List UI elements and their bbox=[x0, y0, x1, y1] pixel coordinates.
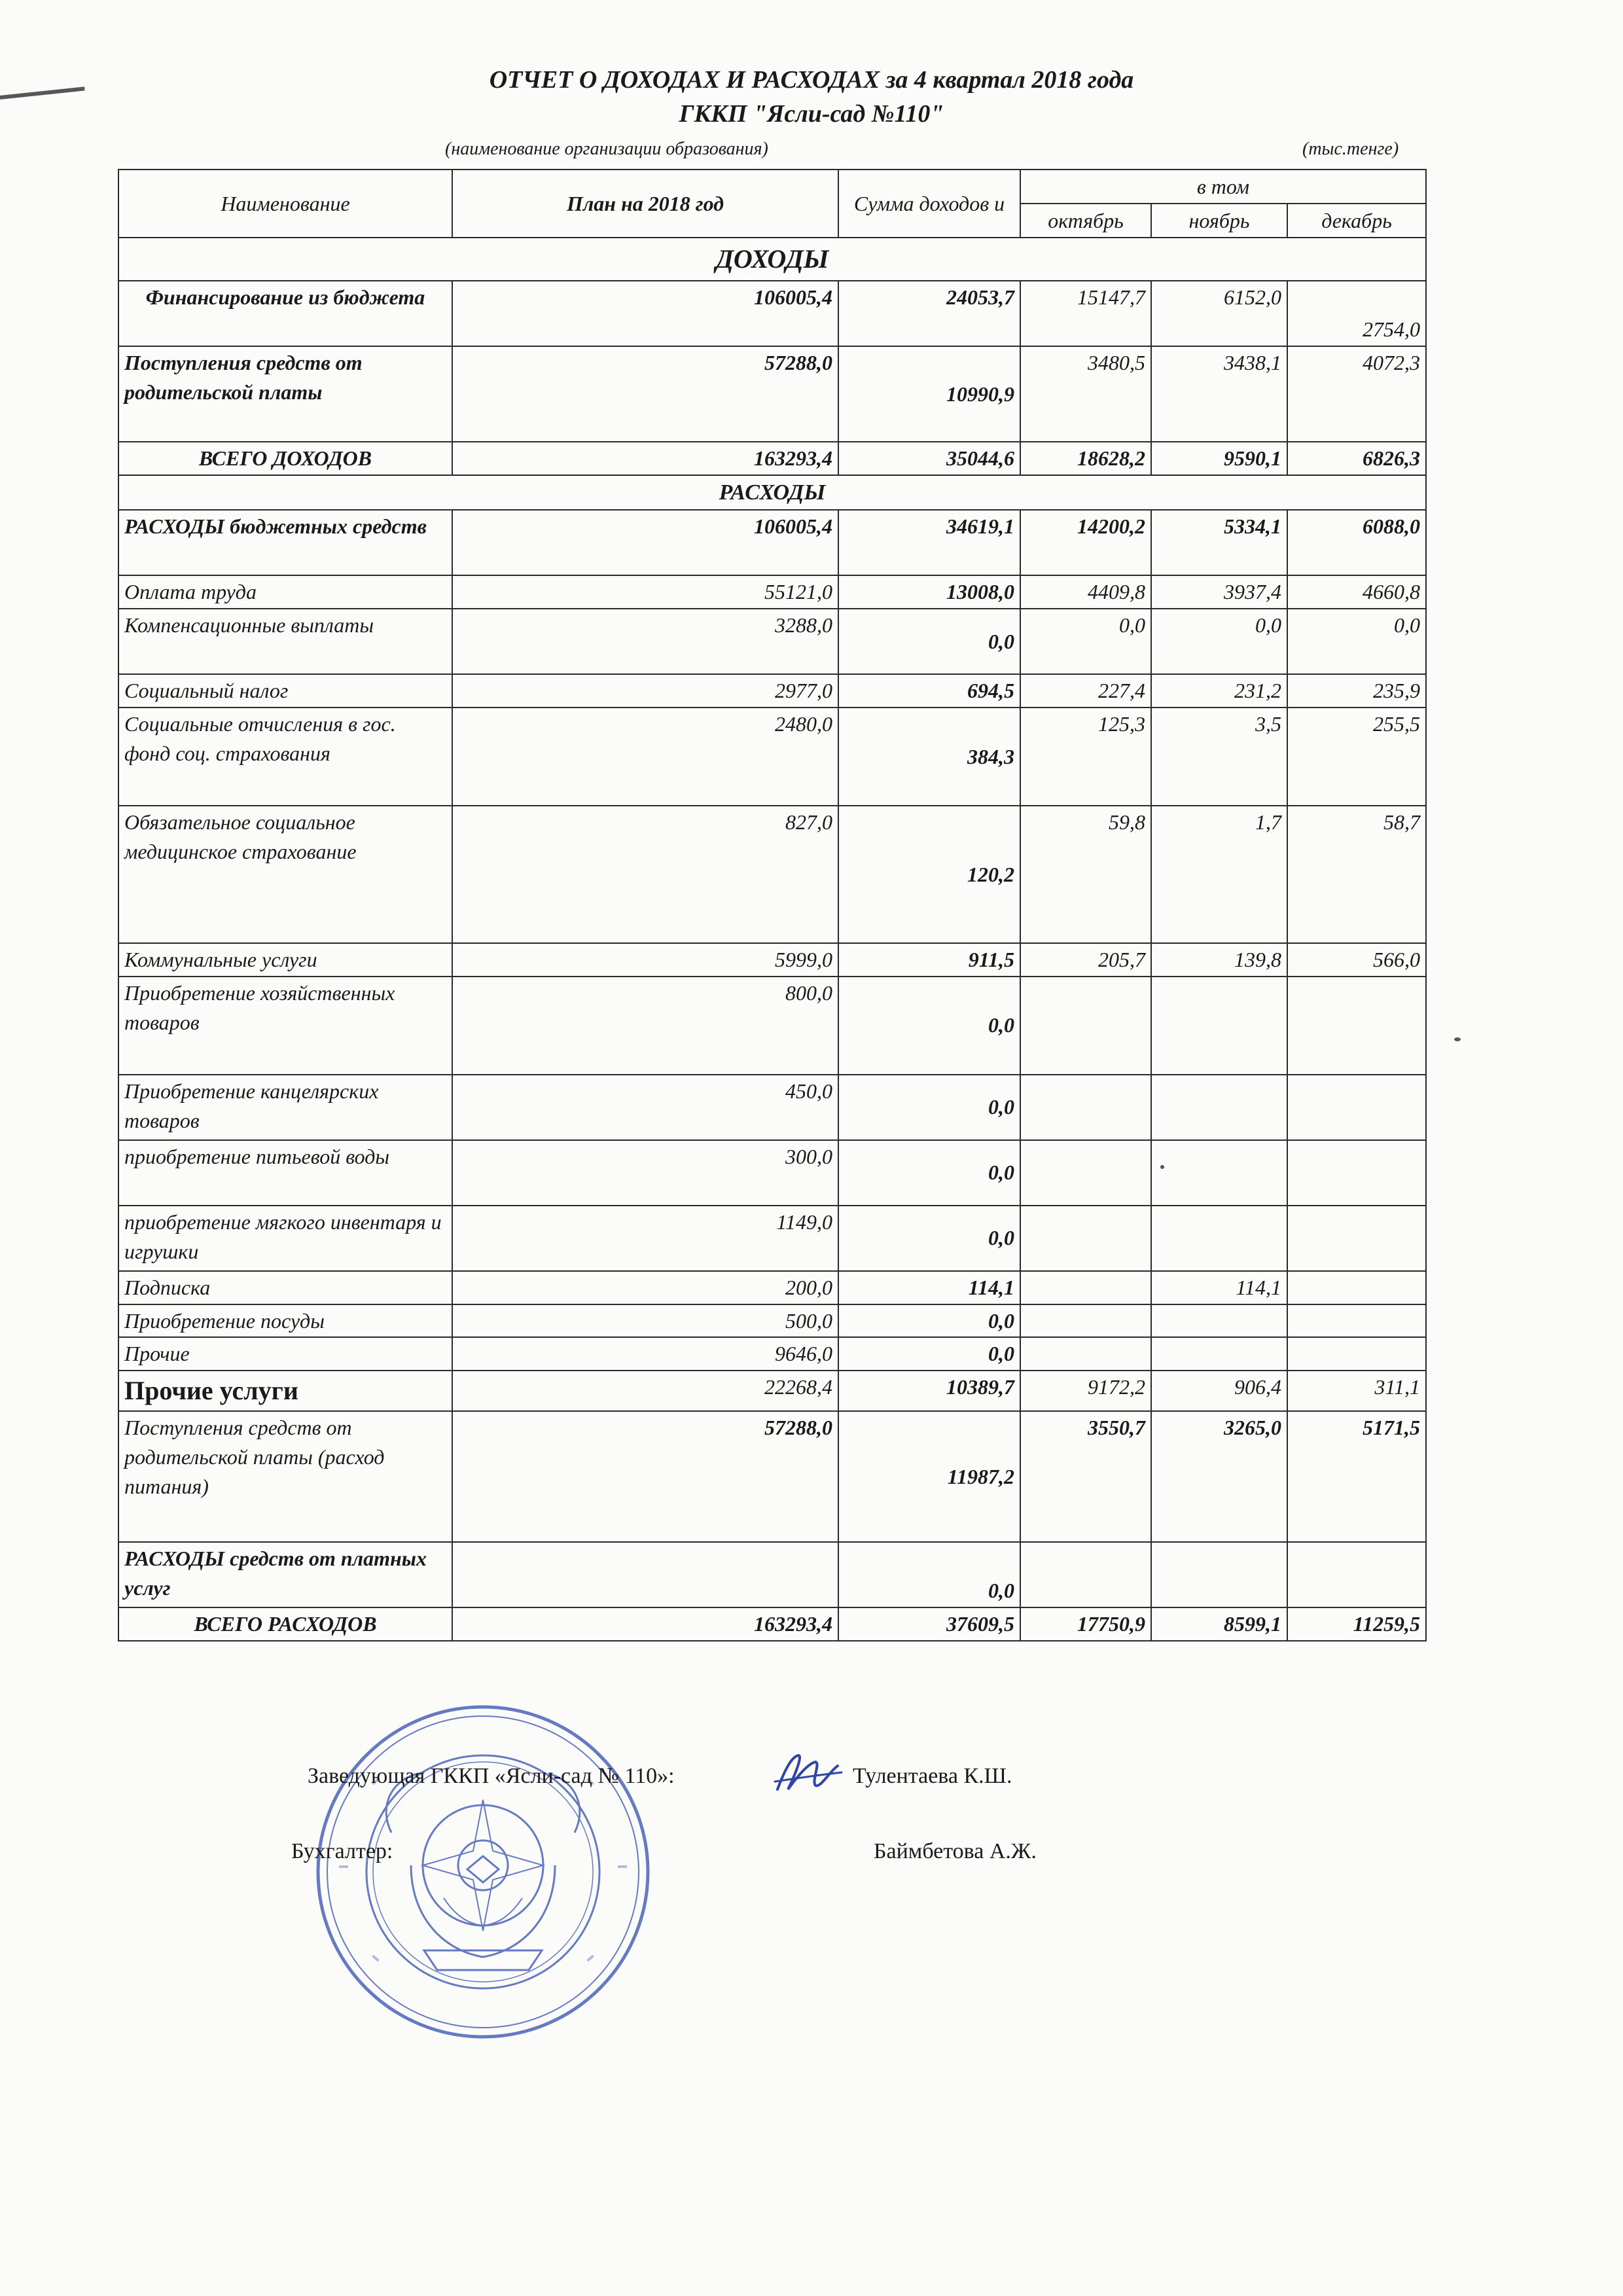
cell-november bbox=[1151, 1206, 1287, 1271]
cell-plan: 300,0 bbox=[452, 1140, 838, 1206]
cell-plan: 22268,4 bbox=[452, 1371, 838, 1411]
organization-name: ГККП "Ясли-сад №110" bbox=[679, 100, 944, 128]
row-name: приобретение мягкого инвентаря и игрушки bbox=[118, 1206, 452, 1271]
cell-plan: 2480,0 bbox=[452, 708, 838, 806]
cell-october: 3550,7 bbox=[1020, 1411, 1151, 1542]
cell-december: 311,1 bbox=[1287, 1371, 1426, 1411]
cell-november: 139,8 bbox=[1151, 943, 1287, 977]
cell-plan: 5999,0 bbox=[452, 943, 838, 977]
report-title: ОТЧЕТ О ДОХОДАХ И РАСХОДАХ за 4 квартал 2018 года bbox=[489, 66, 1134, 94]
row-name: РАСХОДЫ средств от платных услуг bbox=[118, 1542, 452, 1607]
section-income: ДОХОДЫ bbox=[118, 238, 1426, 281]
cell-october bbox=[1020, 1075, 1151, 1140]
cell-november: 3438,1 bbox=[1151, 346, 1287, 442]
cell-november: 1,7 bbox=[1151, 806, 1287, 943]
cell-november: 9590,1 bbox=[1151, 442, 1287, 475]
cell-sum: 114,1 bbox=[838, 1271, 1020, 1304]
cell-november bbox=[1151, 1304, 1287, 1338]
cell-december: 2754,0 bbox=[1287, 281, 1426, 346]
cell-plan: 57288,0 bbox=[452, 346, 838, 442]
cell-november: 3937,4 bbox=[1151, 575, 1287, 609]
cell-december: 11259,5 bbox=[1287, 1607, 1426, 1641]
header-november: ноябрь bbox=[1151, 204, 1287, 238]
cell-sum: 120,2 bbox=[838, 806, 1020, 943]
cell-october bbox=[1020, 1542, 1151, 1607]
units-label: (тыс.тенге) bbox=[1302, 139, 1399, 159]
cell-sum: 384,3 bbox=[838, 708, 1020, 806]
cell-plan: 500,0 bbox=[452, 1304, 838, 1338]
cell-november: 3,5 bbox=[1151, 708, 1287, 806]
cell-december: 0,0 bbox=[1287, 609, 1426, 674]
cell-sum: 0,0 bbox=[838, 1542, 1020, 1607]
cell-plan: 800,0 bbox=[452, 977, 838, 1075]
row-name: Поступления средств от родительской платы (расход питания) bbox=[118, 1411, 452, 1542]
cell-december: 566,0 bbox=[1287, 943, 1426, 977]
cell-plan: 200,0 bbox=[452, 1271, 838, 1304]
cell-october: 18628,2 bbox=[1020, 442, 1151, 475]
cell-october: 9172,2 bbox=[1020, 1371, 1151, 1411]
cell-sum: 37609,5 bbox=[838, 1607, 1020, 1641]
cell-sum: 35044,6 bbox=[838, 442, 1020, 475]
cell-november: 5334,1 bbox=[1151, 510, 1287, 575]
cell-october: 14200,2 bbox=[1020, 510, 1151, 575]
cell-sum: 0,0 bbox=[838, 977, 1020, 1075]
header-december: декабрь bbox=[1287, 204, 1426, 238]
cell-october: 205,7 bbox=[1020, 943, 1151, 977]
row-name: Приобретение хозяйственных товаров bbox=[118, 977, 452, 1075]
cell-sum: 0,0 bbox=[838, 1140, 1020, 1206]
cell-december: 4660,8 bbox=[1287, 575, 1426, 609]
cell-december: 58,7 bbox=[1287, 806, 1426, 943]
row-name: Приобретение посуды bbox=[118, 1304, 452, 1338]
section-expense: РАСХОДЫ bbox=[118, 475, 1426, 511]
cell-october: 227,4 bbox=[1020, 674, 1151, 708]
cell-october bbox=[1020, 977, 1151, 1075]
handwritten-signature-icon bbox=[772, 1749, 844, 1801]
row-name: Обязательное социальное медицинское страхование bbox=[118, 806, 452, 943]
cell-sum: 0,0 bbox=[838, 1075, 1020, 1140]
row-name: Прочие bbox=[118, 1337, 452, 1371]
cell-october bbox=[1020, 1304, 1151, 1338]
row-name: Прочие услуги bbox=[118, 1371, 452, 1411]
cell-plan: 106005,4 bbox=[452, 510, 838, 575]
cell-plan: 106005,4 bbox=[452, 281, 838, 346]
row-name: Приобретение канцелярских товаров bbox=[118, 1075, 452, 1140]
cell-december bbox=[1287, 1140, 1426, 1206]
cell-november: 231,2 bbox=[1151, 674, 1287, 708]
cell-plan: 827,0 bbox=[452, 806, 838, 943]
cell-plan: 163293,4 bbox=[452, 442, 838, 475]
cell-december bbox=[1287, 1337, 1426, 1371]
row-name: Оплата труда bbox=[118, 575, 452, 609]
cell-december: 255,5 bbox=[1287, 708, 1426, 806]
accountant-signature-label: Бухгалтер: bbox=[291, 1839, 393, 1863]
head-signature-label: Заведующая ГККП «Ясли-сад № 110»: bbox=[308, 1764, 675, 1788]
cell-sum: 10990,9 bbox=[838, 346, 1020, 442]
row-name: ВСЕГО РАСХОДОВ bbox=[118, 1607, 452, 1641]
row-name: ВСЕГО ДОХОДОВ bbox=[118, 442, 452, 475]
cell-november: 0,0 bbox=[1151, 609, 1287, 674]
cell-sum: 10389,7 bbox=[838, 1371, 1020, 1411]
cell-november: 8599,1 bbox=[1151, 1607, 1287, 1641]
cell-november: 114,1 bbox=[1151, 1271, 1287, 1304]
cell-october bbox=[1020, 1271, 1151, 1304]
cell-december: 6826,3 bbox=[1287, 442, 1426, 475]
cell-sum: 24053,7 bbox=[838, 281, 1020, 346]
cell-november bbox=[1151, 977, 1287, 1075]
cell-sum: 694,5 bbox=[838, 674, 1020, 708]
row-name: Поступления средств от родительской платы bbox=[118, 346, 452, 442]
cell-december bbox=[1287, 1206, 1426, 1271]
report-table bbox=[118, 169, 1427, 1641]
cell-sum: 11987,2 bbox=[838, 1411, 1020, 1542]
cell-october: 125,3 bbox=[1020, 708, 1151, 806]
cell-sum: 13008,0 bbox=[838, 575, 1020, 609]
cell-sum: 0,0 bbox=[838, 1206, 1020, 1271]
cell-sum: 0,0 bbox=[838, 609, 1020, 674]
cell-october bbox=[1020, 1337, 1151, 1371]
cell-december bbox=[1287, 1542, 1426, 1607]
row-name: Социальные отчисления в гос. фонд соц. страхования bbox=[118, 708, 452, 806]
cell-december: 5171,5 bbox=[1287, 1411, 1426, 1542]
cell-november bbox=[1151, 1337, 1287, 1371]
cell-plan: 9646,0 bbox=[452, 1337, 838, 1371]
cell-december: 6088,0 bbox=[1287, 510, 1426, 575]
row-name: РАСХОДЫ бюджетных средств bbox=[118, 510, 452, 575]
head-signature-name: Тулентаева К.Ш. bbox=[853, 1764, 1012, 1788]
header-october: октябрь bbox=[1020, 204, 1151, 238]
cell-november bbox=[1151, 1075, 1287, 1140]
cell-november bbox=[1151, 1542, 1287, 1607]
row-name: Подписка bbox=[118, 1271, 452, 1304]
cell-plan: 1149,0 bbox=[452, 1206, 838, 1271]
cell-plan: 450,0 bbox=[452, 1075, 838, 1140]
cell-october: 3480,5 bbox=[1020, 346, 1151, 442]
cell-sum: 911,5 bbox=[838, 943, 1020, 977]
row-name: Компенсационные выплаты bbox=[118, 609, 452, 674]
cell-october: 17750,9 bbox=[1020, 1607, 1151, 1641]
cell-october: 59,8 bbox=[1020, 806, 1151, 943]
cell-sum: 0,0 bbox=[838, 1337, 1020, 1371]
cell-december bbox=[1287, 977, 1426, 1075]
cell-plan: 55121,0 bbox=[452, 575, 838, 609]
cell-plan: 163293,4 bbox=[452, 1607, 838, 1641]
cell-december: 4072,3 bbox=[1287, 346, 1426, 442]
header-sum: Сумма доходов и bbox=[838, 170, 1020, 238]
cell-december bbox=[1287, 1271, 1426, 1304]
cell-december bbox=[1287, 1304, 1426, 1338]
cell-november: 3265,0 bbox=[1151, 1411, 1287, 1542]
cell-plan: 57288,0 bbox=[452, 1411, 838, 1542]
cell-october bbox=[1020, 1206, 1151, 1271]
organization-caption: (наименование организации образования) bbox=[445, 139, 768, 159]
cell-october: 4409,8 bbox=[1020, 575, 1151, 609]
row-name: приобретение питьевой воды bbox=[118, 1140, 452, 1206]
cell-november: 906,4 bbox=[1151, 1371, 1287, 1411]
cell-plan: 3288,0 bbox=[452, 609, 838, 674]
header-name: Наименование bbox=[118, 170, 452, 238]
accountant-signature-name: Баймбетова А.Ж. bbox=[874, 1839, 1037, 1863]
row-name: Социальный налог bbox=[118, 674, 452, 708]
cell-october: 0,0 bbox=[1020, 609, 1151, 674]
cell-plan: 2977,0 bbox=[452, 674, 838, 708]
cell-october bbox=[1020, 1140, 1151, 1206]
cell-december: 235,9 bbox=[1287, 674, 1426, 708]
cell-november bbox=[1151, 1140, 1287, 1206]
cell-plan bbox=[452, 1542, 838, 1607]
cell-october: 15147,7 bbox=[1020, 281, 1151, 346]
cell-sum: 0,0 bbox=[838, 1304, 1020, 1338]
official-seal-icon bbox=[313, 1702, 653, 2042]
header-plan: План на 2018 год bbox=[452, 170, 838, 238]
row-name: Финансирование из бюджета bbox=[118, 281, 452, 346]
scan-speck bbox=[1454, 1037, 1461, 1041]
cell-november: 6152,0 bbox=[1151, 281, 1287, 346]
cell-sum: 34619,1 bbox=[838, 510, 1020, 575]
row-name: Коммунальные услуги bbox=[118, 943, 452, 977]
cell-december bbox=[1287, 1075, 1426, 1140]
header-breakdown: в том bbox=[1020, 170, 1426, 204]
